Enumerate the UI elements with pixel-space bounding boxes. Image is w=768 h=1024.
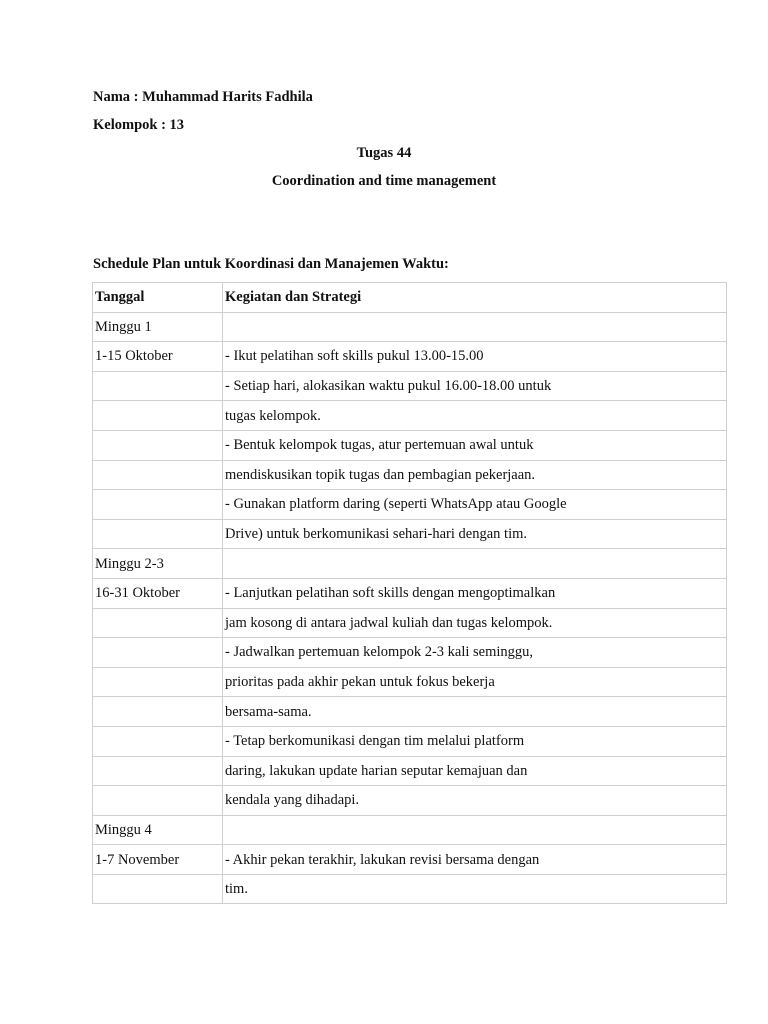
activity-cell: - Setiap hari, alokasikan waktu pukul 16.00-18.00 untuk (223, 371, 727, 401)
activity-cell: - Tetap berkomunikasi dengan tim melalui platform (223, 726, 727, 756)
table-row (93, 312, 727, 342)
table-row (93, 549, 727, 579)
section-title: Schedule Plan untuk Koordinasi dan Manajemen Waktu: (93, 256, 449, 272)
activity-cell (223, 312, 727, 342)
date-cell (93, 608, 223, 638)
table-row (93, 519, 727, 549)
date-cell (93, 667, 223, 697)
table-row (93, 756, 727, 786)
table-row (93, 490, 727, 520)
table-row (93, 342, 727, 372)
schedule-table (92, 282, 727, 904)
date-cell (93, 697, 223, 727)
table-row (93, 845, 727, 875)
table-row (93, 401, 727, 431)
table-row (93, 578, 727, 608)
activity-cell: jam kosong di antara jadwal kuliah dan tugas kelompok. (223, 608, 727, 638)
activity-cell: prioritas pada akhir pekan untuk fokus bekerja (223, 667, 727, 697)
table-row (93, 638, 727, 668)
table-row (93, 608, 727, 638)
activity-cell: Drive) untuk berkomunikasi sehari-hari dengan tim. (223, 519, 727, 549)
activity-cell: kendala yang dihadapi. (223, 786, 727, 816)
date-cell: 16-31 Oktober (93, 578, 223, 608)
schedule-body (93, 312, 727, 904)
date-cell (93, 430, 223, 460)
student-name: Nama : Muhammad Harits Fadhila (93, 89, 313, 105)
activity-cell: daring, lakukan update harian seputar kemajuan dan (223, 756, 727, 786)
activity-cell: mendiskusikan topik tugas dan pembagian pekerjaan. (223, 460, 727, 490)
activity-cell: - Jadwalkan pertemuan kelompok 2-3 kali seminggu, (223, 638, 727, 668)
activity-cell: - Lanjutkan pelatihan soft skills dengan mengoptimalkan (223, 578, 727, 608)
group-number: Kelompok : 13 (93, 117, 185, 133)
date-cell (93, 874, 223, 904)
date-cell: Minggu 1 (93, 312, 223, 342)
activity-cell: bersama-sama. (223, 697, 727, 727)
table-row (93, 786, 727, 816)
date-cell (93, 726, 223, 756)
activity-cell: - Gunakan platform daring (seperti WhatsApp atau Google (223, 490, 727, 520)
table-row (93, 726, 727, 756)
activity-cell: tugas kelompok. (223, 401, 727, 431)
task-title: Tugas 44 (356, 145, 412, 161)
table-row (93, 430, 727, 460)
table-row (93, 874, 727, 904)
date-cell: Minggu 2-3 (93, 549, 223, 579)
date-cell (93, 519, 223, 549)
date-cell (93, 638, 223, 668)
date-cell (93, 786, 223, 816)
activity-cell: - Ikut pelatihan soft skills pukul 13.00-15.00 (223, 342, 727, 372)
activity-cell: tim. (223, 874, 727, 904)
date-cell: 1-15 Oktober (93, 342, 223, 372)
table-row (93, 371, 727, 401)
table-header-row (93, 283, 727, 313)
date-cell: 1-7 November (93, 845, 223, 875)
date-cell (93, 401, 223, 431)
activity-cell (223, 549, 727, 579)
table-row (93, 697, 727, 727)
date-cell (93, 460, 223, 490)
date-cell (93, 490, 223, 520)
activity-cell: - Akhir pekan terakhir, lakukan revisi bersama dengan (223, 845, 727, 875)
column-header-activity: Kegiatan dan Strategi (223, 283, 727, 313)
date-cell (93, 756, 223, 786)
table-row (93, 815, 727, 845)
task-subtitle: Coordination and time management (271, 173, 497, 189)
activity-cell (223, 815, 727, 845)
column-header-date: Tanggal (93, 283, 223, 313)
table-row (93, 460, 727, 490)
activity-cell: - Bentuk kelompok tugas, atur pertemuan awal untuk (223, 430, 727, 460)
table-row (93, 667, 727, 697)
date-cell: Minggu 4 (93, 815, 223, 845)
date-cell (93, 371, 223, 401)
